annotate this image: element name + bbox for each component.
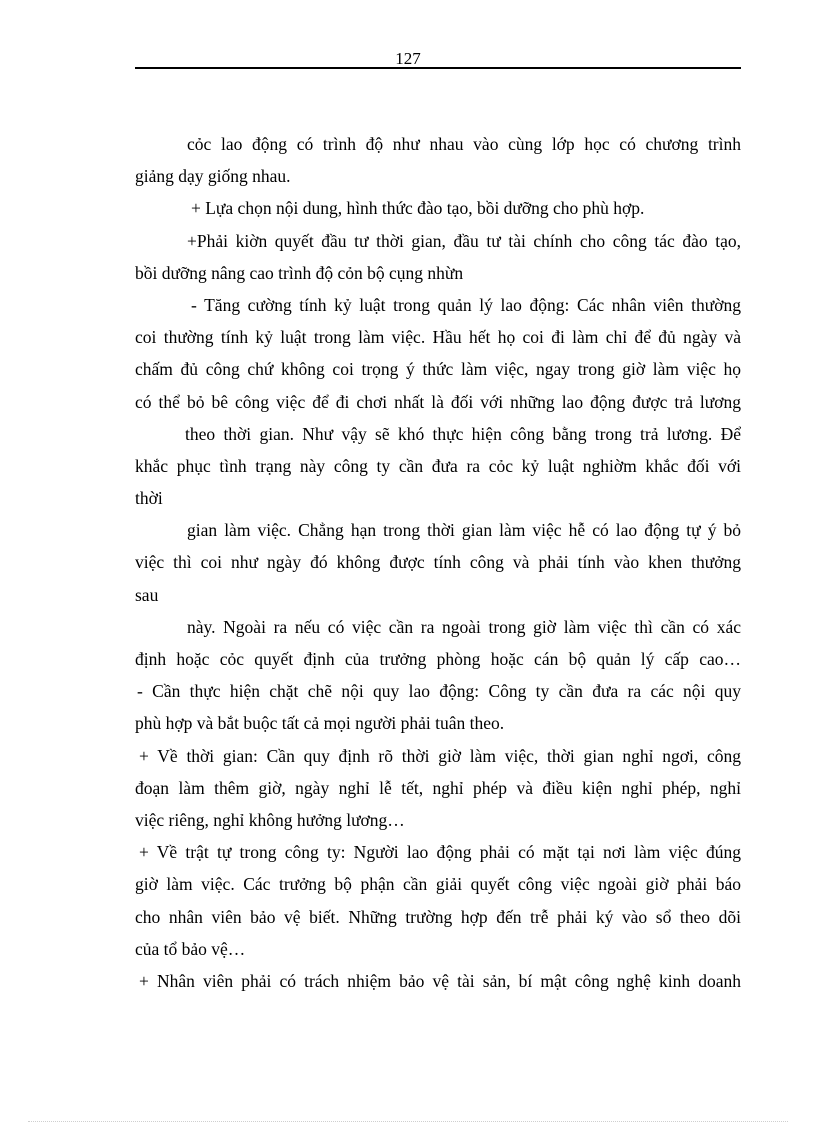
text-line: cho nhân viên bảo vệ biết. Những trường hợp đến trễ phải ký vào sổ theo dõi [135, 906, 741, 927]
text-line: +Phải kiờn quyết đầu tư thời gian, đầu tư tài chính cho công tác đào tạo, [187, 230, 741, 251]
text-line: phù hợp và bắt buộc tất cả mọi người phải tuân theo. [135, 713, 505, 734]
text-line: thời [135, 488, 163, 509]
text-line: bồi dưỡng nâng cao trình độ cỏn bộ cụng nhừn [135, 262, 464, 283]
text-line: + Lựa chọn nội dung, hình thức đào tạo, bồi dưỡng cho phù hợp. [191, 198, 645, 219]
page-bottom-edge [28, 1121, 788, 1122]
text-line: coi thường tính kỷ luật trong làm việc. Hầu hết họ coi đi làm chỉ để đủ ngày và [135, 327, 741, 348]
body-text [135, 128, 741, 997]
text-line: này. Ngoài ra nếu có việc cần ra ngoài trong giờ làm việc thì cần có xác [187, 616, 741, 637]
text-line: - Cần thực hiện chặt chẽ nội quy lao động: Công ty cần đưa ra các nội quy [137, 681, 741, 702]
text-line: giảng dạy giống nhau. [135, 166, 291, 187]
text-line: khắc phục tình trạng này công ty cần đưa ra cỏc kỷ luật nghiờm khắc đối với [135, 455, 741, 476]
text-line: + Về thời gian: Cần quy định rõ thời giờ làm việc, thời gian nghỉ ngơi, công [139, 745, 741, 766]
text-line: giờ làm việc. Các trưởng bộ phận cần giải quyết công việc ngoài giờ phải báo [135, 874, 741, 895]
header-rule [135, 67, 741, 69]
text-line: + Nhân viên phải có trách nhiệm bảo vệ tài sản, bí mật công nghệ kinh doanh [139, 970, 741, 991]
text-line: sau [135, 584, 159, 605]
text-line: chấm đủ công chứ không coi trọng ý thức làm việc, ngay trong giờ làm việc họ [135, 359, 741, 380]
text-line: cỏc lao động có trình độ như nhau vào cùng lớp học có chương trình [187, 134, 741, 154]
text-line: đoạn làm thêm giờ, ngày nghỉ lễ tết, nghỉ phép và điều kiện nghỉ phép, nghỉ [135, 777, 741, 798]
text-line: của tổ bảo vệ… [135, 938, 246, 959]
text-line: - Tăng cường tính kỷ luật trong quản lý lao động: Các nhân viên thường [191, 294, 741, 315]
text-line: có thể bỏ bê công việc để đi chơi nhất là đối với những lao động được trả lương [135, 391, 741, 412]
page-number: 127 [395, 49, 421, 68]
text-line: theo thời gian. Như vậy sẽ khó thực hiện công bằng trong trả lương. Để [185, 423, 741, 444]
text-line: định hoặc cỏc quyết định của trưởng phòng hoặc cán bộ quản lý cấp cao… [135, 649, 741, 669]
text-line: việc riêng, nghỉ không hưởng lương… [135, 809, 405, 830]
text-line: việc thì coi như ngày đó không được tính công và phải tính vào khen thưởng [135, 552, 741, 573]
text-line: gian làm việc. Chẳng hạn trong thời gian làm việc hễ có lao động tự ý bỏ [187, 520, 741, 541]
text-line: + Về trật tự trong công ty: Người lao động phải có mặt tại nơi làm việc đúng [139, 842, 741, 863]
